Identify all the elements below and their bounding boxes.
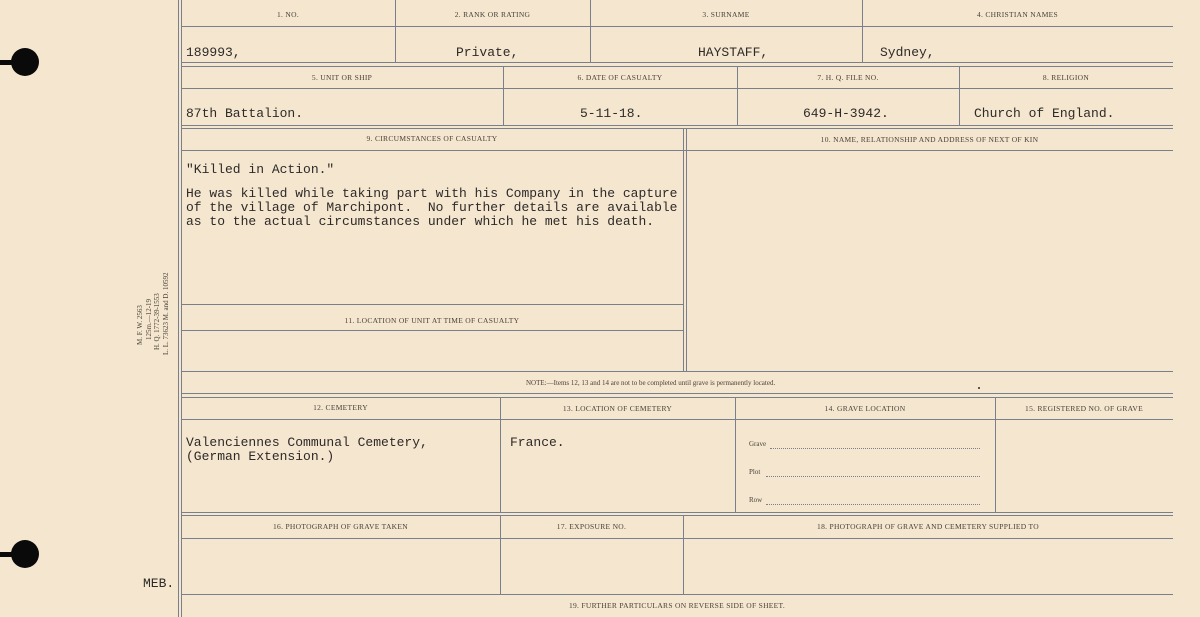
header-circumstances: 9. CIRCUMSTANCES OF CASUALTY: [366, 134, 498, 143]
service-number: 189993,: [186, 45, 241, 60]
header-exposure: 17. EXPOSURE NO.: [556, 522, 627, 531]
header-rank: 2. RANK OR RATING: [454, 10, 531, 19]
religion-value: Church of England.: [974, 106, 1115, 121]
christian-names-value: Sydney,: [880, 45, 935, 60]
header-hq-file: 7. H. Q. FILE NO.: [817, 73, 879, 82]
header-christian-names: 4. CHRISTIAN NAMES: [976, 10, 1059, 19]
form-code-line-2: 125m.—12-19: [145, 298, 153, 340]
surname-value: HAYSTAFF,: [698, 45, 769, 60]
form-code-line-3: H. Q. 1772-39-1553: [153, 293, 161, 350]
circumstances-line-2: He was killed while taking part with his Company in the capture: [186, 186, 678, 201]
row-field-line: [766, 504, 980, 505]
row-field-label: Row: [749, 496, 763, 504]
header-surname: 3. SURNAME: [702, 10, 750, 19]
clerk-initials: MEB.: [143, 576, 175, 591]
header-cemetery: 12. CEMETERY: [313, 403, 368, 412]
circumstances-line-4: as to the actual circumstances under which he met his death.: [186, 214, 655, 229]
header-photo-taken: 16. PHOTOGRAPH OF GRAVE TAKEN: [273, 522, 408, 531]
cemetery-line-1: Valenciennes Communal Cemetery,: [186, 435, 428, 450]
header-photo-supplied: 18. PHOTOGRAPH OF GRAVE AND CEMETERY SUPPLIED TO: [817, 522, 1039, 531]
circumstances-line-3: of the village of Marchipont. No further details are available: [186, 200, 678, 215]
ink-dot: [978, 387, 980, 389]
unit-value: 87th Battalion.: [186, 106, 304, 121]
note-text: NOTE:—Items 12, 13 and 14 are not to be completed until grave is permanently located.: [526, 379, 776, 387]
form-left-border: [178, 0, 179, 617]
plot-field-line: [766, 476, 980, 477]
plot-field-label: Plot: [749, 468, 761, 476]
form-code-line-4: L. L. 73623 M. and D. 10592: [162, 272, 170, 355]
header-date-casualty: 6. DATE OF CASUALTY: [577, 73, 663, 82]
grave-field-line: [770, 448, 980, 449]
header-no: 1. NO.: [276, 10, 299, 19]
punch-hole-top-tab: [0, 60, 16, 65]
header-location-unit: 11. LOCATION OF UNIT AT TIME OF CASUALTY: [344, 316, 520, 325]
cemetery-line-2: (German Extension.): [186, 449, 335, 464]
grave-field-label: Grave: [749, 440, 767, 448]
punch-hole-bottom-tab: [0, 552, 16, 557]
date-casualty-value: 5-11-18.: [580, 106, 643, 121]
header-next-of-kin: 10. NAME, RELATIONSHIP AND ADDRESS OF NEXT OF KIN: [820, 135, 1039, 144]
circumstances-line-1: "Killed in Action.": [186, 162, 335, 177]
hq-file-value: 649-H-3942.: [803, 106, 889, 121]
header-grave-location: 14. GRAVE LOCATION: [824, 404, 906, 413]
header-registered-no: 15. REGISTERED NO. OF GRAVE: [1025, 404, 1143, 413]
rank-value: Private,: [456, 45, 519, 60]
header-location-cemetery: 13. LOCATION OF CEMETERY: [562, 404, 673, 413]
form-code-line-1: M. F. W. 2563: [136, 305, 144, 345]
header-religion: 8. RELIGION: [1042, 73, 1090, 82]
location-cemetery-value: France.: [510, 435, 565, 450]
header-further-particulars: 19. FURTHER PARTICULARS ON REVERSE SIDE OF SHEET.: [568, 601, 786, 610]
header-unit: 5. UNIT OR SHIP: [311, 73, 373, 82]
